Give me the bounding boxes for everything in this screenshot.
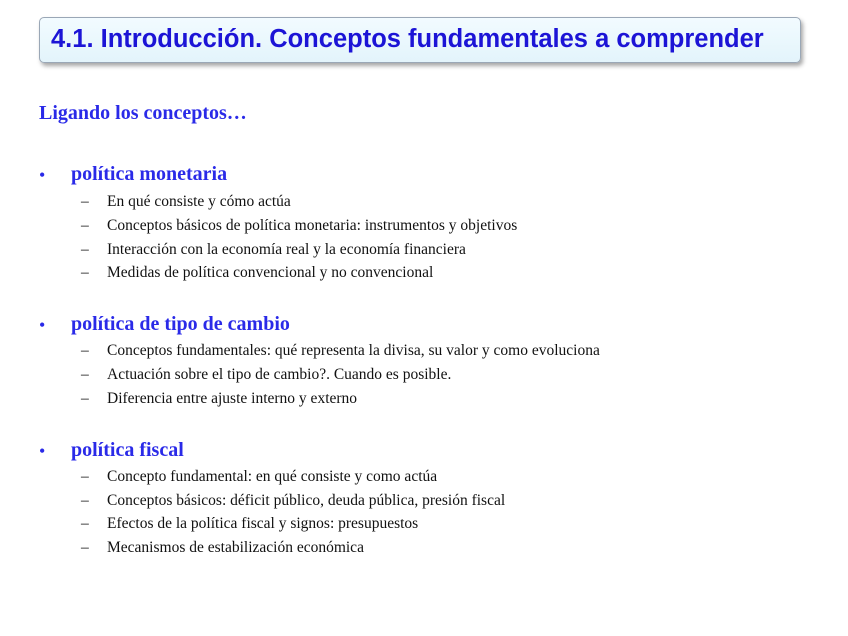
- list-item-text: Actuación sobre el tipo de cambio?. Cuando es posible.: [107, 366, 452, 383]
- list-item-text: Concepto fundamental: en qué consiste y como actúa: [107, 468, 438, 485]
- list-item-text: Conceptos básicos de política monetaria: instrumentos y objetivos: [107, 217, 518, 234]
- list-item-text: Conceptos fundamentales: qué representa la divisa, su valor y como evoluciona: [107, 342, 600, 359]
- dash-icon: –: [81, 241, 89, 258]
- slide-title-box: [39, 17, 801, 63]
- slide-subtitle: Ligando los conceptos…: [39, 102, 247, 124]
- dash-icon: –: [81, 342, 89, 359]
- dash-icon: –: [81, 515, 89, 532]
- dash-icon: –: [81, 492, 89, 509]
- dash-icon: –: [81, 390, 89, 407]
- dash-icon: –: [81, 366, 89, 383]
- bullet-icon: •: [39, 441, 46, 461]
- bullet-icon: •: [39, 315, 46, 335]
- list-item-text: En qué consiste y cómo actúa: [107, 193, 291, 210]
- list-item-text: Mecanismos de estabilización económica: [107, 539, 364, 556]
- bullet-icon: •: [39, 165, 46, 185]
- dash-icon: –: [81, 468, 89, 485]
- section-title: política fiscal: [71, 439, 184, 461]
- section-title: política de tipo de cambio: [71, 313, 290, 335]
- list-item-text: Medidas de política convencional y no convencional: [107, 264, 434, 281]
- list-item-text: Efectos de la política fiscal y signos: presupuestos: [107, 515, 419, 532]
- list-item-text: Conceptos básicos: déficit público, deuda pública, presión fiscal: [107, 492, 506, 509]
- dash-icon: –: [81, 264, 89, 281]
- slide-title: 4.1. Introducción. Conceptos fundamentales a comprender: [51, 25, 764, 53]
- dash-icon: –: [81, 217, 89, 234]
- list-item-text: Interacción con la economía real y la economía financiera: [107, 241, 466, 258]
- dash-icon: –: [81, 539, 89, 556]
- dash-icon: –: [81, 193, 89, 210]
- section-title: política monetaria: [71, 163, 228, 185]
- list-item-text: Diferencia entre ajuste interno y externo: [107, 390, 358, 407]
